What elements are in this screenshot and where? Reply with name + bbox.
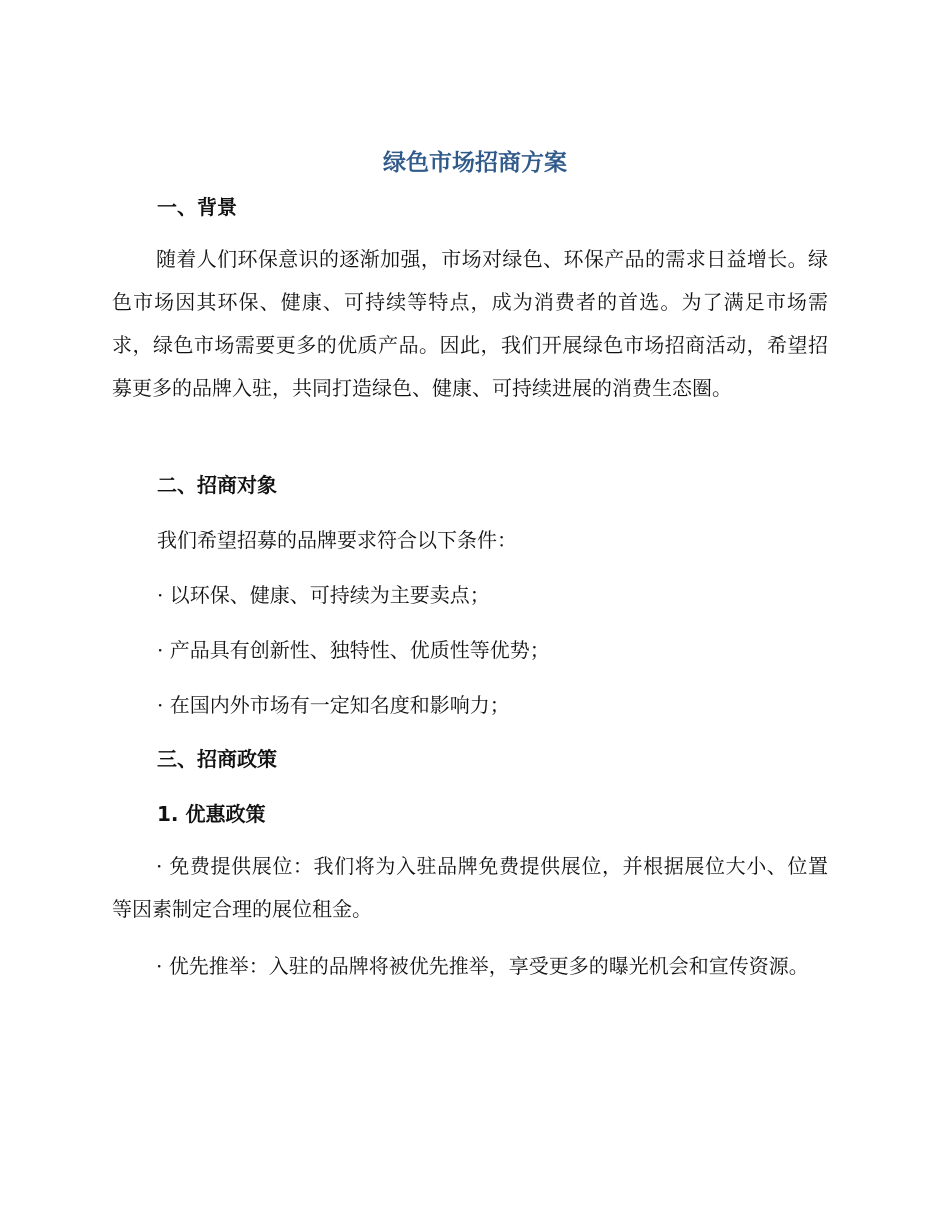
policy-item-free-booth: · 免费提供展位：我们将为入驻品牌免费提供展位，并根据展位大小、位置等因素制定合理的展位租金。: [112, 854, 828, 921]
section-heading-target: 二、招商对象: [157, 473, 277, 497]
target-condition-item: · 产品具有创新性、独特性、优质性等优势；: [157, 638, 550, 662]
target-condition-item: · 在国内外市场有一定知名度和影响力；: [157, 693, 510, 717]
section-heading-background: 一、背景: [157, 195, 237, 219]
policy-item-priority-promotion: · 优先推举：入驻的品牌将被优先推举，享受更多的曝光机会和宣传资源。: [156, 954, 809, 978]
target-condition-item: · 以环保、健康、可持续为主要卖点；: [157, 583, 490, 607]
document-title: 绿色市场招商方案: [383, 150, 567, 176]
target-intro-text: 我们希望招募的品牌要求符合以下条件：: [157, 528, 517, 552]
section-heading-policy: 三、招商政策: [157, 747, 277, 771]
subheading-preferential-policy: 1. 优惠政策: [157, 802, 266, 826]
background-paragraph: 随着人们环保意识的逐渐加强，市场对绿色、环保产品的需求日益增长。绿色市场因其环保、健康、可持续等特点，成为消费者的首选。为了满足市场需求，绿色市场需要更多的优质产品。因此，我们开展绿色市场招商活动，希望招募更多的品牌入驻，共同打造绿色、健康、可持续进展的消费生态圈。: [112, 247, 828, 400]
